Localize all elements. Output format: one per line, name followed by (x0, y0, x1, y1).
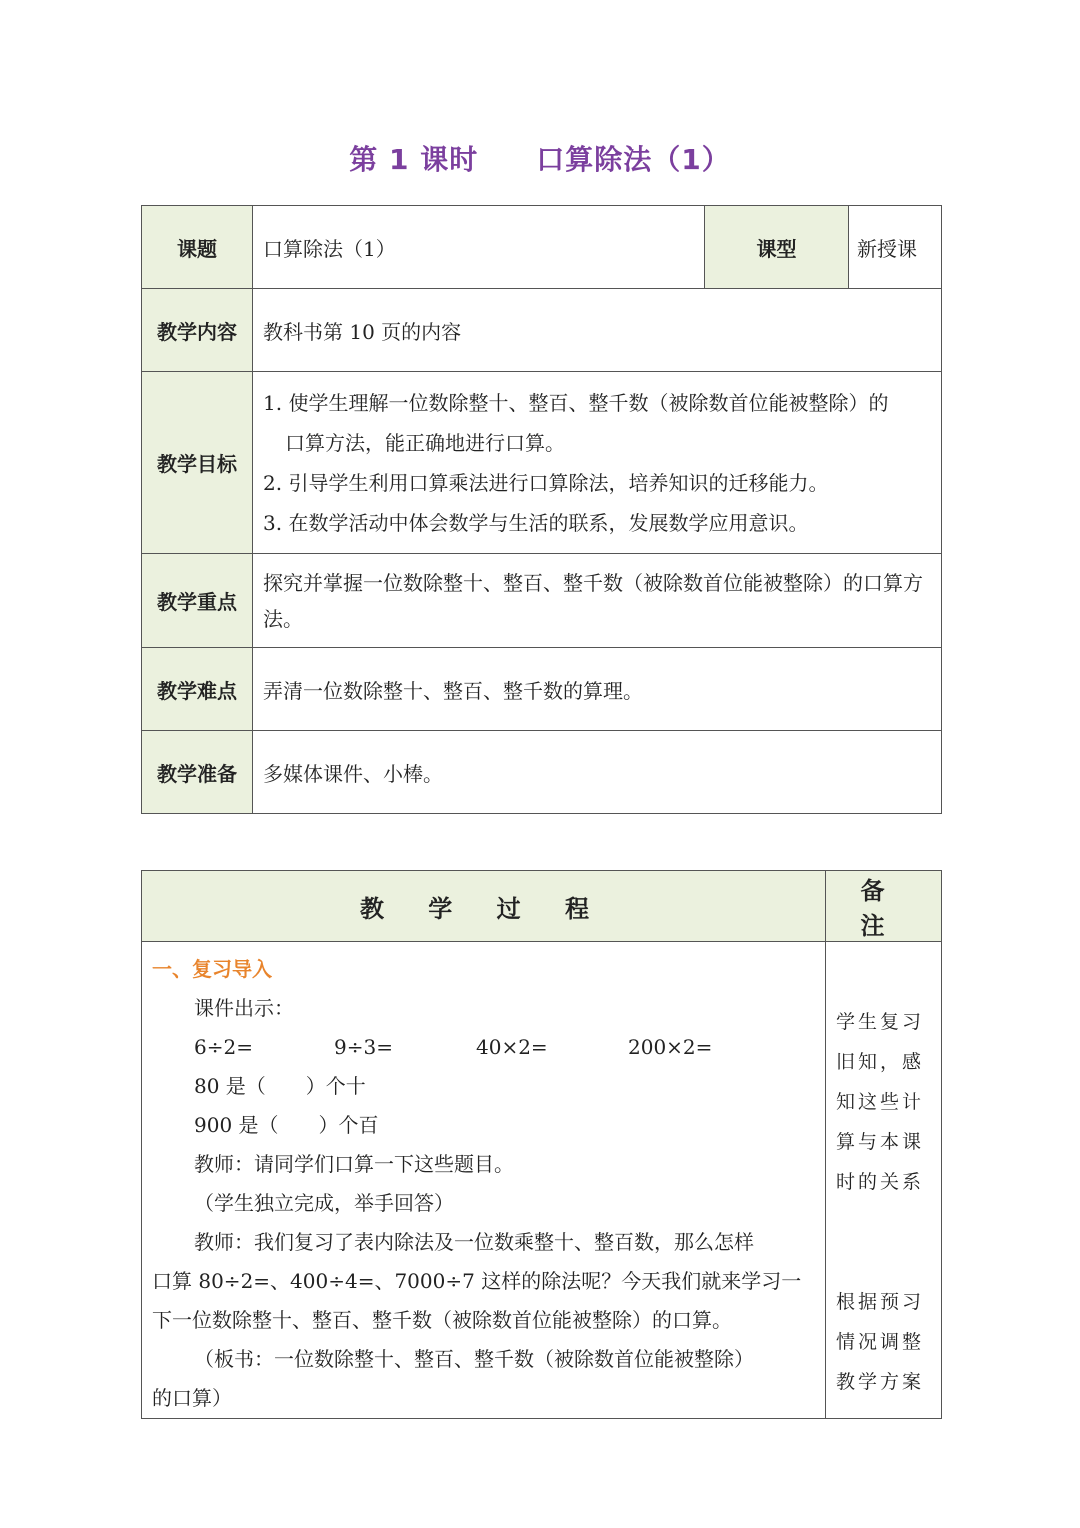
process-line: （学生独立完成，举手回答） (194, 1191, 454, 1215)
title-lesson-name: 口算除法（1） (536, 143, 731, 176)
note-line: 时的关系 (836, 1171, 925, 1193)
note-line: 根据预习 (836, 1291, 925, 1313)
content-value: 教科书第 10 页的内容 (253, 289, 942, 372)
difficulty-label: 教学难点 (142, 648, 253, 731)
note-line: 教学方案 (836, 1371, 925, 1393)
lesson-info-table (141, 205, 942, 814)
process-line: （板书：一位数除整十、整百、整千数（被除数首位能被整除） (194, 1347, 754, 1371)
equation: 6÷2= (194, 1035, 253, 1059)
process-content (142, 942, 826, 1419)
process-header: 教 学 过 程 (142, 871, 826, 942)
note-line: 知这些计 (836, 1091, 925, 1113)
process-line: 课件出示： (194, 996, 294, 1020)
note-block (836, 1282, 941, 1402)
goal-line: 1. 使学生理解一位数除整十、整百、整千数（被除数首位能被整除）的 (263, 390, 889, 415)
teaching-process-table (141, 870, 942, 1419)
goals-label: 教学目标 (142, 372, 253, 554)
prep-label: 教学准备 (142, 731, 253, 814)
equation-row (152, 1028, 815, 1067)
note-line: 学生复习 (836, 1011, 925, 1033)
notes-content (826, 942, 942, 1419)
note-block (836, 1002, 941, 1202)
note-line: 旧知，感 (836, 1051, 925, 1073)
content-label: 教学内容 (142, 289, 253, 372)
equation: 200×2= (628, 1035, 713, 1059)
process-line: 80 是（ ）个十 (194, 1074, 366, 1098)
title-lesson-number: 第 1 课时 (349, 143, 479, 176)
goal-line: 3. 在数学活动中体会数学与生活的联系，发展数学应用意识。 (263, 510, 809, 535)
goal-line: 口算方法，能正确地进行口算。 (285, 430, 565, 455)
process-line: 教师：我们复习了表内除法及一位数乘整十、整百数，那么怎样 (194, 1230, 754, 1254)
note-line: 算与本课 (836, 1131, 925, 1153)
prep-value: 多媒体课件、小棒。 (253, 731, 942, 814)
topic-value: 口算除法（1） (253, 206, 705, 289)
type-label: 课型 (705, 206, 849, 289)
key-value: 探究并掌握一位数除整十、整百、整千数（被除数首位能被整除）的口算方法。 (253, 554, 942, 648)
goal-line: 2. 引导学生利用口算乘法进行口算除法，培养知识的迁移能力。 (263, 470, 829, 495)
topic-label: 课题 (142, 206, 253, 289)
equation: 9÷3= (334, 1035, 393, 1059)
section-heading: 一、复习导入 (152, 957, 272, 981)
key-label: 教学重点 (142, 554, 253, 648)
process-line: 下一位数除整十、整百、整千数（被除数首位能被整除）的口算。 (152, 1308, 732, 1332)
process-line: 的口算） (152, 1386, 232, 1410)
difficulty-value: 弄清一位数除整十、整百、整千数的算理。 (253, 648, 942, 731)
page-title (0, 138, 1080, 178)
type-value: 新授课 (849, 206, 942, 289)
process-line: 口算 80÷2=、400÷4=、7000÷7 这样的除法呢？今天我们就来学习一 (152, 1269, 802, 1293)
goals-list (253, 372, 942, 554)
process-line: 教师：请同学们口算一下这些题目。 (194, 1152, 514, 1176)
notes-header: 备 注 (826, 871, 942, 942)
equation: 40×2= (476, 1035, 548, 1059)
process-line: 900 是（ ）个百 (194, 1113, 379, 1137)
note-line: 情况调整 (836, 1331, 925, 1353)
